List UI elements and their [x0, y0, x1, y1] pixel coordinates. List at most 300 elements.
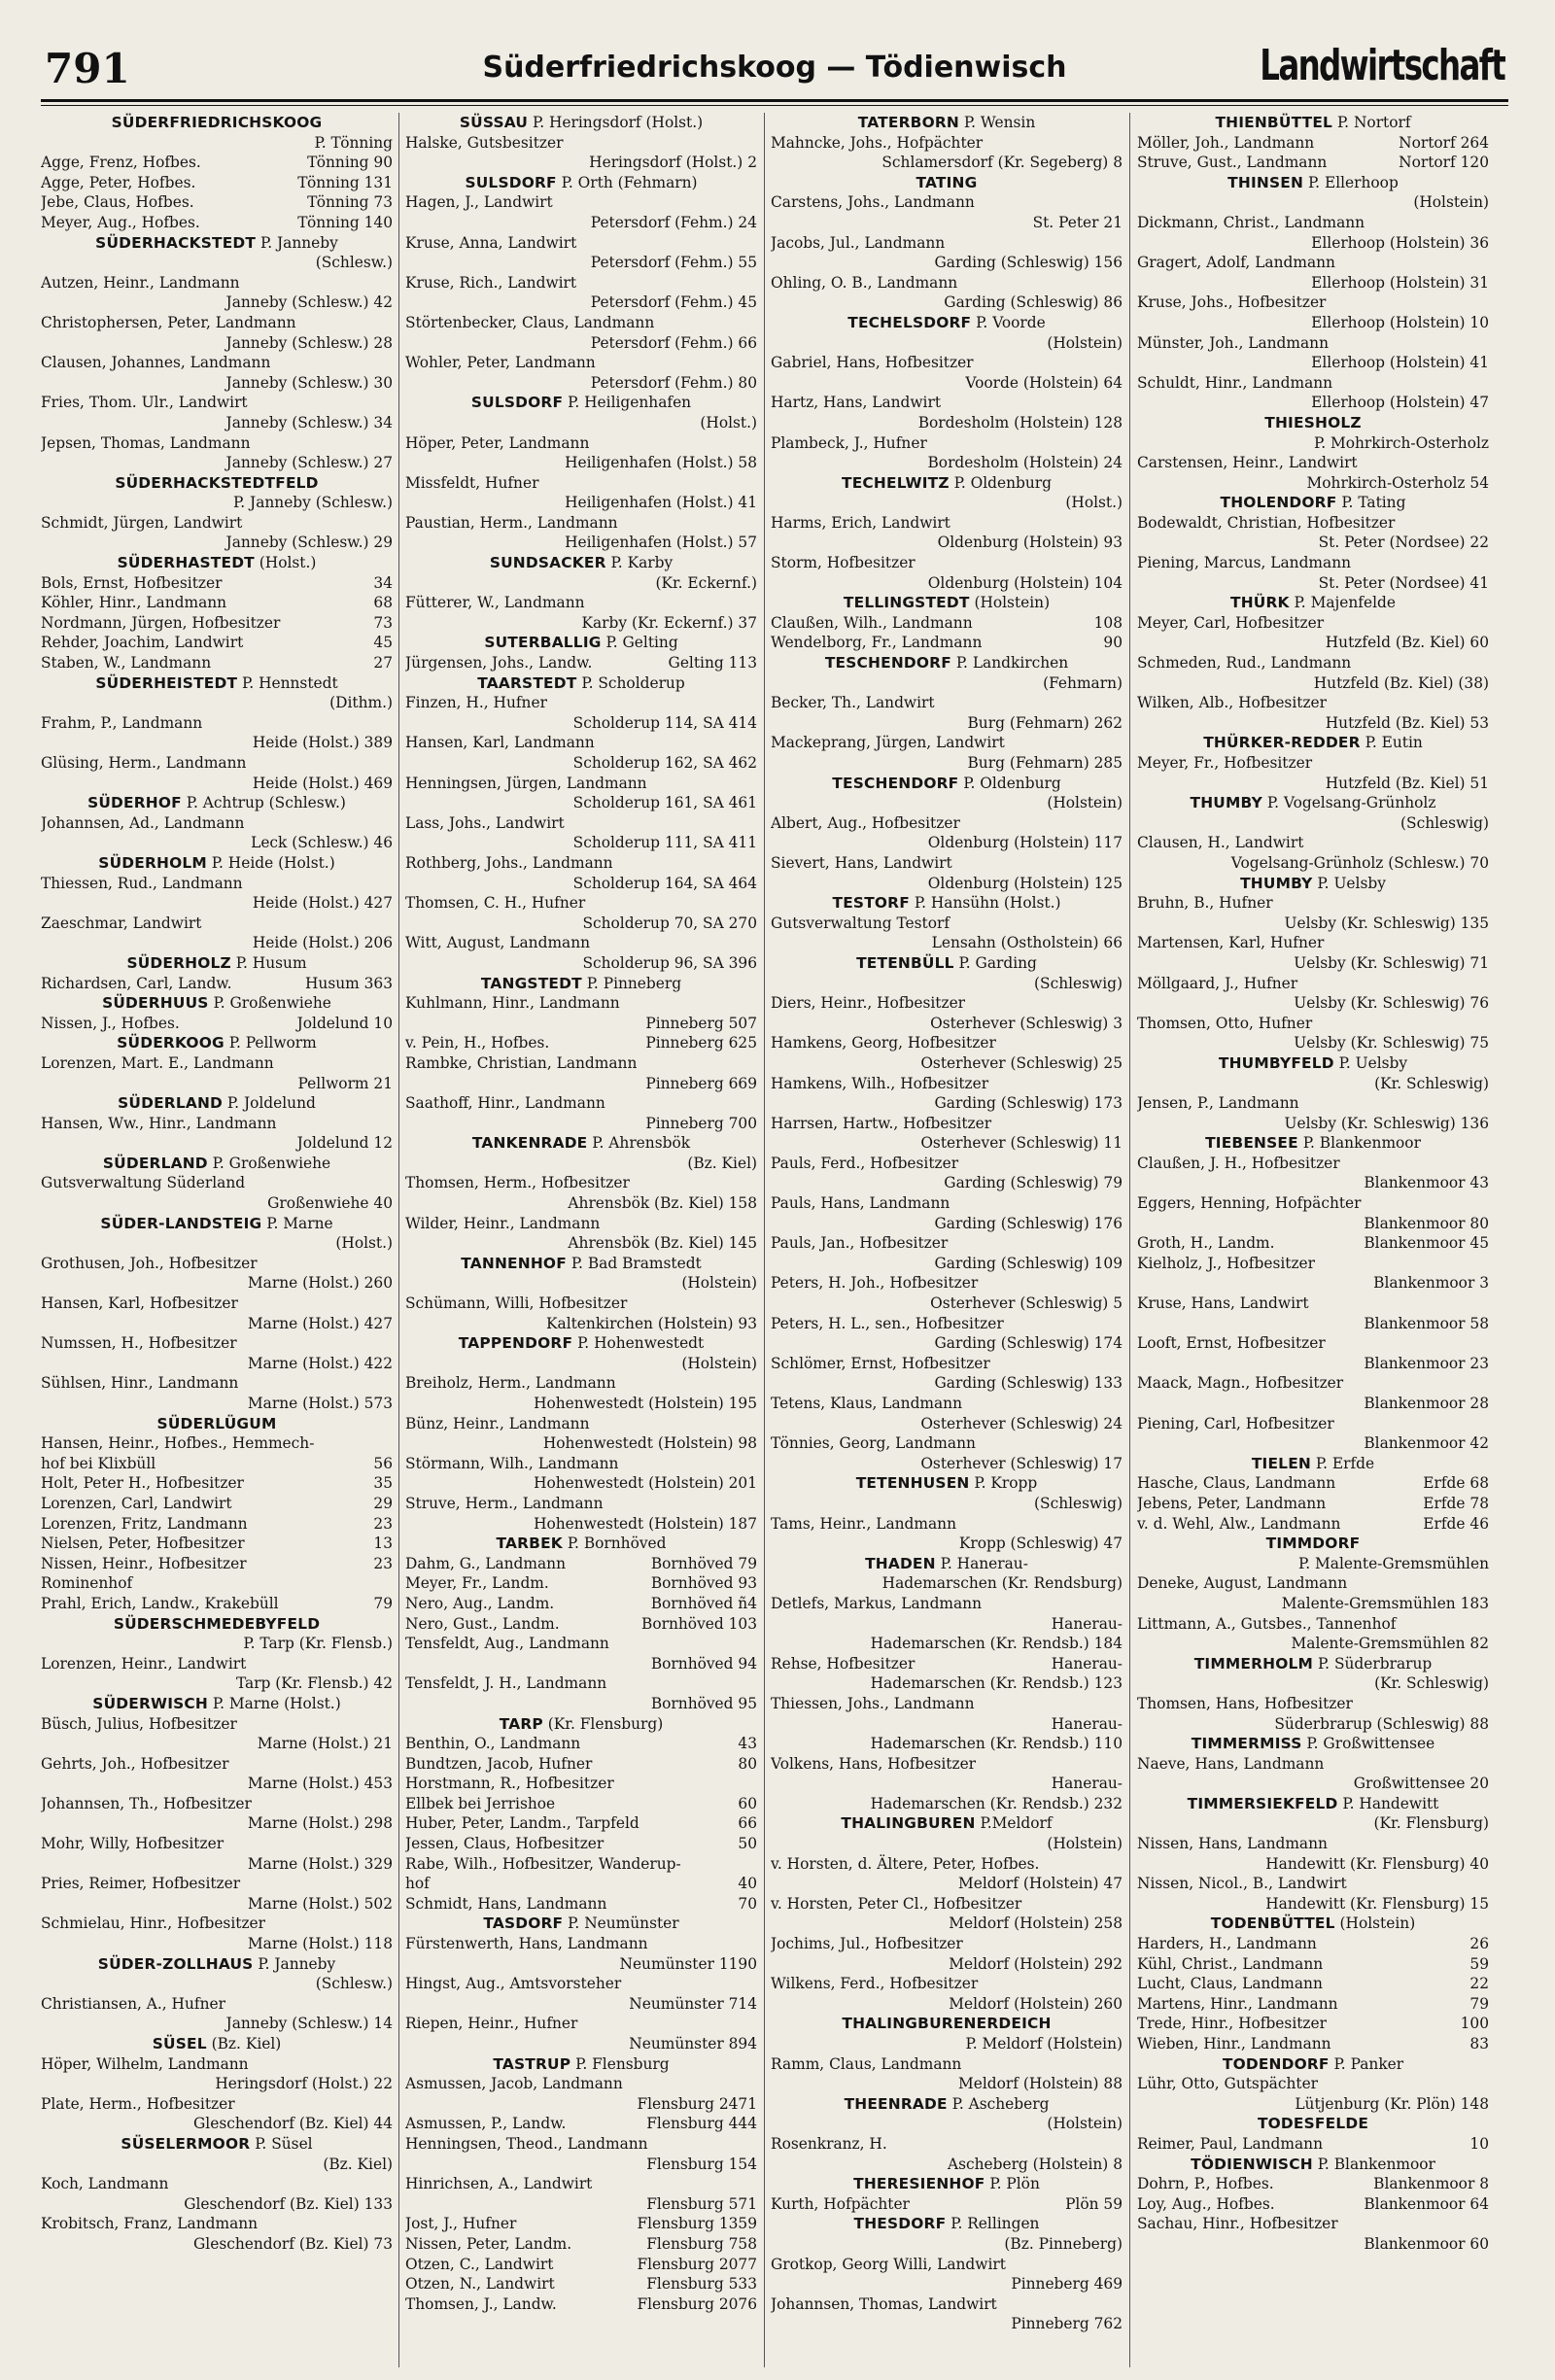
place-heading	[41, 473, 393, 494]
entry-location	[1137, 853, 1489, 874]
place-heading	[1137, 793, 1489, 813]
entry-text: (Schleswig)	[1400, 813, 1489, 832]
entry-line	[405, 1293, 757, 1314]
entry-text: (Schlesw.)	[315, 254, 393, 272]
entry-line	[41, 1373, 393, 1394]
entry-location	[771, 1614, 1123, 1635]
entry-text: Lorenzen, Fritz, Landmann	[41, 1514, 248, 1533]
entry-location	[41, 693, 393, 713]
place-name: THERESIENHOF	[853, 2175, 985, 2193]
entry-text: Deneke, August, Landmann	[1137, 1574, 1348, 1593]
entry-location	[771, 1373, 1123, 1394]
place-heading	[1137, 1914, 1489, 1934]
entry-text: Frahm, P., Landmann	[41, 713, 203, 732]
place-heading	[41, 673, 393, 694]
entry-location	[1137, 1673, 1489, 1694]
place-name: SÜDER-ZOLLHAUS	[97, 1954, 254, 1973]
entry-text: Petersdorf (Fehm.) 80	[590, 373, 757, 392]
entry-location	[41, 253, 393, 273]
entry-location	[405, 1014, 757, 1034]
place-name: THIENBÜTTEL	[1215, 114, 1333, 131]
entry-text: Wilkens, Ferd., Hofbesitzer	[771, 1975, 979, 1993]
entry-location	[771, 2234, 1123, 2255]
place-name: TANKENRADE	[471, 1134, 588, 1153]
place-heading	[41, 853, 393, 874]
entry-text: (Dithm.)	[329, 694, 393, 712]
entry-text: Höper, Peter, Landmann	[405, 433, 590, 452]
entry-text: Maack, Magn., Hofbesitzer	[1137, 1374, 1344, 1393]
entry-text: Sievert, Hans, Landwirt	[771, 853, 952, 872]
place-name: THÜRK	[1230, 594, 1290, 612]
entry-number: Bornhöved 103	[641, 1614, 757, 1633]
place-heading	[1137, 1133, 1489, 1154]
entry-line	[1137, 1754, 1489, 1775]
entry-location	[1137, 273, 1489, 293]
entry-number: Flensburg 2077	[637, 2255, 757, 2273]
entry-line	[41, 813, 393, 834]
entry-text: Schmielau, Hinr., Hofbesitzer	[41, 1914, 266, 1933]
post-office: P. Panker	[1329, 2054, 1404, 2073]
entry-location	[771, 2274, 1123, 2294]
entry-number: 45	[373, 634, 393, 652]
post-office: P. Joldelund	[223, 1094, 316, 1113]
entry-text: Groth, H., Landm.	[1137, 1234, 1275, 1253]
entry-text: Jensen, P., Landmann	[1137, 1094, 1299, 1113]
entry-location	[41, 1394, 393, 1414]
post-office: P. Tating	[1336, 494, 1406, 512]
entry-line	[405, 733, 757, 753]
entry-text: Dahm, G., Landmann	[405, 1554, 566, 1572]
post-office: P. Janneby	[253, 1954, 336, 1973]
entry-text: Schlömer, Ernst, Hofbesitzer	[771, 1354, 990, 1372]
entry-text: Benthin, O., Landmann	[405, 1735, 581, 1753]
entry-number: Erfde 68	[1423, 1474, 1489, 1493]
entry-text: Richardsen, Carl, Landw.	[41, 974, 232, 992]
entry-text: Mohr, Willy, Hofbesitzer	[41, 1835, 225, 1853]
entry-line	[41, 593, 393, 613]
entry-number: Joldelund 10	[296, 1014, 393, 1032]
entry-text: Gleschendorf (Bz. Kiel) 133	[184, 2194, 393, 2213]
entry-location	[771, 2114, 1123, 2134]
entry-location	[771, 753, 1123, 774]
place-name: TAPPENDORF	[458, 1334, 573, 1353]
entry-location	[771, 833, 1123, 853]
entry-line	[405, 2274, 757, 2294]
entry-line	[771, 2134, 1123, 2155]
entry-location	[771, 713, 1123, 734]
entry-location	[771, 933, 1123, 953]
place-name: THOLENDORF	[1220, 494, 1337, 512]
entry-text: Büsch, Julius, Hofbesitzer	[41, 1714, 237, 1733]
entry-text: (Kr. Schleswig)	[1374, 1674, 1489, 1693]
post-office: (Kr. Flensburg)	[542, 1714, 664, 1733]
entry-line	[771, 433, 1123, 454]
entry-text: Heide (Holst.) 427	[252, 894, 393, 913]
entry-text: Heide (Holst.) 206	[252, 934, 393, 952]
entry-text: (Kr. Flensburg)	[1373, 1814, 1489, 1833]
entry-text: Hutzfeld (Bz. Kiel) 51	[1325, 774, 1489, 792]
entry-location	[1137, 2094, 1489, 2115]
place-name: SÜDERKOOG	[117, 1034, 225, 1052]
entry-text: Piening, Carl, Hofbesitzer	[1137, 1414, 1334, 1432]
entry-location	[405, 753, 757, 774]
entry-location	[405, 953, 757, 974]
entry-text: Gutsverwaltung Süderland	[41, 1174, 246, 1192]
entry-line	[1137, 2194, 1489, 2215]
entry-line	[771, 613, 1123, 634]
entry-text: Ascheberg (Holstein) 8	[947, 2155, 1123, 2173]
entry-text: Garding (Schleswig) 173	[934, 1094, 1123, 1113]
entry-location	[405, 1154, 757, 1174]
entry-text: (Schlesw.)	[315, 1975, 393, 1993]
entry-location	[405, 874, 757, 894]
place-heading	[1137, 2114, 1489, 2134]
entry-line	[771, 1894, 1123, 1914]
place-heading	[405, 673, 757, 694]
entry-line	[405, 1373, 757, 1394]
entry-text: (Holstein)	[1047, 2115, 1123, 2133]
entry-text: Thomsen, Hans, Hofbesitzer	[1137, 1694, 1353, 1712]
entry-line	[1137, 1614, 1489, 1635]
entry-text: Petersdorf (Fehm.) 55	[590, 254, 757, 272]
entry-location	[405, 493, 757, 513]
entry-text: Tams, Heinr., Landmann	[771, 1514, 956, 1533]
entry-text: Scholderup 161, SA 461	[572, 794, 757, 812]
place-heading	[41, 2034, 393, 2054]
entry-text: Saathoff, Hinr., Landmann	[405, 1094, 605, 1113]
entry-text: Jepsen, Thomas, Landmann	[41, 433, 251, 452]
entry-text: Kruse, Rich., Landwirt	[405, 273, 577, 292]
entry-line	[405, 853, 757, 874]
entry-number: Flensburg 758	[646, 2234, 757, 2253]
post-office: P. Pinneberg	[581, 974, 682, 992]
entry-number: 79	[1469, 1994, 1489, 2013]
entry-text: Burg (Fehmarn) 262	[967, 713, 1123, 732]
entry-location	[771, 533, 1123, 553]
entry-location	[405, 1994, 757, 2015]
place-heading	[41, 233, 393, 254]
entry-line	[1137, 1333, 1489, 1354]
post-office: P. Hennstedt	[237, 673, 338, 692]
entry-location	[41, 2014, 393, 2034]
entry-text: Blankenmoor 80	[1364, 1214, 1489, 1232]
entry-line	[771, 1514, 1123, 1535]
entry-text: Hademarschen (Kr. Rendsb.) 232	[870, 1794, 1123, 1812]
entry-line	[405, 1774, 757, 1794]
entry-text: Dickmann, Christ., Landmann	[1137, 213, 1365, 231]
place-name: TELLINGSTEDT	[843, 594, 970, 612]
entry-text: Wilken, Alb., Hofbesitzer	[1137, 694, 1328, 712]
entry-line	[405, 2074, 757, 2094]
entry-number: Tönning 140	[297, 213, 393, 231]
place-heading	[1137, 1734, 1489, 1754]
entry-line	[41, 874, 393, 894]
entry-text: Clausen, H., Landwirt	[1137, 834, 1304, 852]
entry-line	[771, 1694, 1123, 1714]
entry-line	[1137, 613, 1489, 634]
entry-text: Carstens, Johs., Landmann	[771, 193, 975, 212]
entry-number: 27	[373, 654, 393, 673]
entry-text: Flensburg 571	[646, 2194, 757, 2213]
entry-text: Huber, Peter, Landm., Tarpfeld	[405, 1814, 639, 1833]
entry-line	[405, 1494, 757, 1514]
entry-location	[405, 1314, 757, 1334]
entry-text: Nissen, Nicol., B., Landwirt	[1137, 1875, 1347, 1893]
column-2	[405, 113, 757, 2367]
entry-number: 34	[373, 573, 393, 592]
entry-number: Blankenmoor 8	[1373, 2175, 1489, 2193]
entry-text: Thomsen, Otto, Hufner	[1137, 1014, 1313, 1032]
post-office: P. Neumünster	[563, 1914, 679, 1933]
entry-text: Jost, J., Hufner	[405, 2215, 517, 2233]
entry-line	[405, 233, 757, 254]
entry-line	[41, 173, 393, 193]
entry-text: Hamkens, Georg, Hofbesitzer	[771, 1034, 996, 1052]
entry-text: P. Tarp (Kr. Flensb.)	[243, 1635, 393, 1653]
entry-text: Lorenzen, Mart. E., Landmann	[41, 1053, 274, 1072]
entry-text: Hansen, Ww., Hinr., Landmann	[41, 1114, 277, 1132]
entry-text: Jochims, Jul., Hofbesitzer	[771, 1935, 963, 1953]
entry-text: Staben, W., Landmann	[41, 654, 212, 673]
entry-text: Scholderup 164, SA 464	[572, 874, 757, 892]
entry-location	[1137, 353, 1489, 373]
entry-text: Ellerhoop (Holstein) 41	[1311, 354, 1489, 372]
entry-line	[1137, 1694, 1489, 1714]
post-office: P. Wensin	[959, 114, 1036, 131]
entry-text: Oldenburg (Holstein) 104	[927, 573, 1123, 592]
entry-text: Nero, Gust., Landm.	[405, 1614, 560, 1633]
entry-line	[405, 1554, 757, 1574]
entry-line	[771, 1594, 1123, 1614]
entry-text: Hademarschen (Kr. Rendsb.) 123	[870, 1674, 1123, 1693]
entry-line	[41, 433, 393, 454]
entry-line	[771, 2255, 1123, 2275]
entry-text: Koch, Landmann	[41, 2175, 169, 2193]
post-office: P. Heide (Holst.)	[206, 853, 335, 872]
place-name: SÜDERHACKSTEDT	[95, 233, 257, 252]
entry-location	[771, 1014, 1123, 1034]
entry-location	[1137, 993, 1489, 1014]
post-office: P. Oldenburg	[949, 473, 1052, 492]
entry-line	[1137, 213, 1489, 233]
entry-line	[405, 1813, 757, 1834]
place-heading	[41, 1033, 393, 1053]
entry-text: Leck (Schlesw.) 46	[251, 834, 393, 852]
entry-text: (Holstein)	[1413, 193, 1489, 212]
entry-location	[771, 974, 1123, 994]
entry-text: Wendelborg, Fr., Landmann	[771, 634, 983, 652]
entry-location	[405, 833, 757, 853]
entry-line	[771, 693, 1123, 713]
entry-text: (Kr. Schleswig)	[1374, 1074, 1489, 1092]
entry-number: 43	[738, 1735, 757, 1753]
entry-location	[405, 1654, 757, 1674]
post-office: P. Hohenwestedt	[572, 1334, 705, 1353]
place-heading	[41, 1154, 393, 1174]
entry-line	[1137, 1954, 1489, 1975]
entry-text: Janneby (Schlesw.) 42	[225, 293, 393, 312]
entry-line	[1137, 1293, 1489, 1314]
place-name: THADEN	[865, 1554, 936, 1572]
entry-line	[41, 1794, 393, 1814]
entry-location	[1137, 1774, 1489, 1794]
post-office: P. Scholderup	[576, 673, 685, 692]
entry-line	[405, 1734, 757, 1754]
entry-text: Süderbrarup (Schleswig) 88	[1274, 1714, 1489, 1733]
place-name: THUMBY	[1240, 874, 1313, 892]
entry-location	[405, 1473, 757, 1494]
entry-location	[41, 833, 393, 853]
place-name: TESTORF	[832, 894, 910, 913]
entry-text: Heiligenhafen (Holst.) 57	[565, 534, 757, 552]
entry-text: Marne (Holst.) 427	[247, 1314, 393, 1332]
entry-text: Blankenmoor 43	[1364, 1174, 1489, 1192]
place-name: TANGSTEDT	[480, 974, 582, 992]
place-name: SÜDERHEISTEDT	[95, 673, 238, 692]
entry-text: Janneby (Schlesw.) 30	[225, 373, 393, 392]
place-name: TANNENHOF	[461, 1254, 567, 1272]
post-office: P. Bornhöved	[562, 1535, 667, 1553]
place-heading	[771, 1554, 1123, 1574]
entry-text: (Holstein)	[681, 1354, 757, 1372]
entry-text: Pinneberg 762	[1011, 2315, 1123, 2333]
entry-location	[1137, 433, 1489, 454]
entry-line	[1137, 893, 1489, 914]
post-office: P. Marne	[261, 1214, 333, 1232]
entry-text: Osterhever (Schleswig) 5	[930, 1294, 1123, 1313]
entry-line	[1137, 1874, 1489, 1894]
place-name: THEENRADE	[844, 2094, 948, 2113]
entry-text: Tönnies, Georg, Landmann	[771, 1434, 976, 1453]
entry-line	[1137, 453, 1489, 473]
entry-location	[41, 1634, 393, 1654]
place-name: THINSEN	[1227, 173, 1304, 191]
entry-text: Bordesholm (Holstein) 24	[927, 454, 1123, 472]
place-heading	[405, 1133, 757, 1154]
place-name: TESCHENDORF	[832, 774, 959, 792]
entry-number: 22	[1469, 1975, 1489, 1993]
entry-number: 83	[1469, 2035, 1489, 2052]
entry-location	[405, 573, 757, 594]
entry-location	[41, 2114, 393, 2134]
entry-text: Hademarschen (Kr. Rendsburg)	[881, 1574, 1123, 1593]
entry-line	[1137, 1093, 1489, 1114]
entry-location	[771, 1214, 1123, 1234]
entry-text: Sachau, Hinr., Hofbesitzer	[1137, 2215, 1338, 2233]
entry-text: Garding (Schleswig) 79	[944, 1174, 1123, 1192]
entry-number: 59	[1469, 1954, 1489, 1973]
entry-line	[1137, 2214, 1489, 2234]
entry-location	[771, 2034, 1123, 2054]
entry-number: Bornhöved 93	[650, 1574, 757, 1593]
entry-text: (Fehmarn)	[1043, 673, 1123, 692]
entry-text: Christophersen, Peter, Landmann	[41, 313, 296, 331]
entry-text: Kurth, Hofpächter	[771, 2194, 910, 2213]
directory-columns	[41, 113, 1508, 2367]
entry-number: 68	[373, 594, 393, 612]
entry-location	[41, 1673, 393, 1694]
entry-text: Neumünster 894	[629, 2035, 757, 2052]
entry-text: Hanerau-	[1051, 1775, 1123, 1793]
entry-text: Albert, Aug., Hofbesitzer	[771, 813, 960, 832]
entry-text: Scholderup 114, SA 414	[572, 713, 757, 732]
entry-location	[771, 2074, 1123, 2094]
entry-text: Tetens, Klaus, Landmann	[771, 1395, 963, 1412]
entry-line	[405, 1894, 757, 1914]
entry-number: Gelting 113	[668, 654, 757, 673]
entry-location	[41, 333, 393, 354]
entry-line	[1137, 693, 1489, 713]
post-office: P. Voorde	[971, 313, 1046, 331]
post-office: P. Hansühn (Holst.)	[909, 894, 1061, 913]
entry-text: Garding (Schleswig) 174	[934, 1334, 1123, 1353]
entry-line	[771, 853, 1123, 874]
entry-text: Hansen, Karl, Landmann	[405, 734, 595, 752]
entry-text: Riepen, Heinr., Hufner	[405, 2015, 578, 2033]
place-heading	[771, 653, 1123, 673]
entry-location	[405, 293, 757, 313]
entry-text: Hasche, Claus, Landmann	[1137, 1474, 1336, 1493]
entry-text: Witt, August, Landmann	[405, 934, 591, 952]
entry-location	[1137, 713, 1489, 734]
entry-line	[405, 2174, 757, 2194]
entry-number: 29	[373, 1494, 393, 1512]
place-heading	[405, 2054, 757, 2075]
entry-line	[405, 1173, 757, 1193]
entry-text: Nissen, Peter, Landm.	[405, 2234, 572, 2253]
place-heading	[41, 793, 393, 813]
entry-text: Marne (Holst.) 21	[257, 1735, 393, 1753]
entry-text: Möller, Joh., Landmann	[1137, 133, 1315, 152]
entry-text: Nissen, Heinr., Hofbesitzer	[41, 1554, 247, 1572]
place-name: TETENBÜLL	[856, 953, 954, 972]
entry-text: Gutsverwaltung Testorf	[771, 914, 950, 932]
entry-line	[771, 1354, 1123, 1374]
entry-text: Meldorf (Holstein) 47	[958, 1875, 1123, 1893]
entry-text: Ahrensbök (Bz. Kiel) 158	[568, 1194, 757, 1213]
place-name: SÜSSAU	[459, 114, 529, 131]
entry-line	[1137, 293, 1489, 313]
post-office: P. Garding	[953, 953, 1037, 972]
entry-location	[771, 1414, 1123, 1434]
entry-text: Garding (Schleswig) 109	[934, 1254, 1123, 1272]
post-office: P. Bad Bramstedt	[566, 1254, 702, 1272]
entry-text: Pinneberg 700	[645, 1114, 757, 1132]
entry-line	[405, 813, 757, 834]
entry-text: Missfeldt, Hufner	[405, 473, 539, 492]
post-office: P. Majenfelde	[1289, 594, 1396, 612]
place-heading	[1137, 733, 1489, 753]
entry-number: Nortorf 264	[1399, 133, 1489, 152]
entry-location	[405, 1394, 757, 1414]
entry-text: Flensburg 2471	[637, 2094, 757, 2113]
entry-location	[1137, 673, 1489, 694]
place-heading	[405, 974, 757, 994]
entry-number: Pinneberg 625	[645, 1034, 757, 1052]
entry-location	[771, 213, 1123, 233]
place-name: TATERBORN	[857, 114, 959, 131]
entry-text: Janneby (Schlesw.) 28	[225, 333, 393, 352]
post-office: P. Blankenmoor	[1312, 2155, 1435, 2173]
entry-location	[771, 1874, 1123, 1894]
entry-text: Christiansen, A., Hufner	[41, 1994, 225, 2013]
place-name: THÜRKER-REDDER	[1203, 734, 1361, 752]
entry-text: (Bz. Kiel)	[687, 1154, 757, 1172]
entry-text: Loy, Aug., Hofbes.	[1137, 2194, 1275, 2213]
post-office: P. Marne (Holst.)	[207, 1694, 341, 1712]
entry-text: St. Peter (Nordsee) 41	[1318, 573, 1489, 592]
post-office: (Holstein)	[1334, 1914, 1416, 1933]
